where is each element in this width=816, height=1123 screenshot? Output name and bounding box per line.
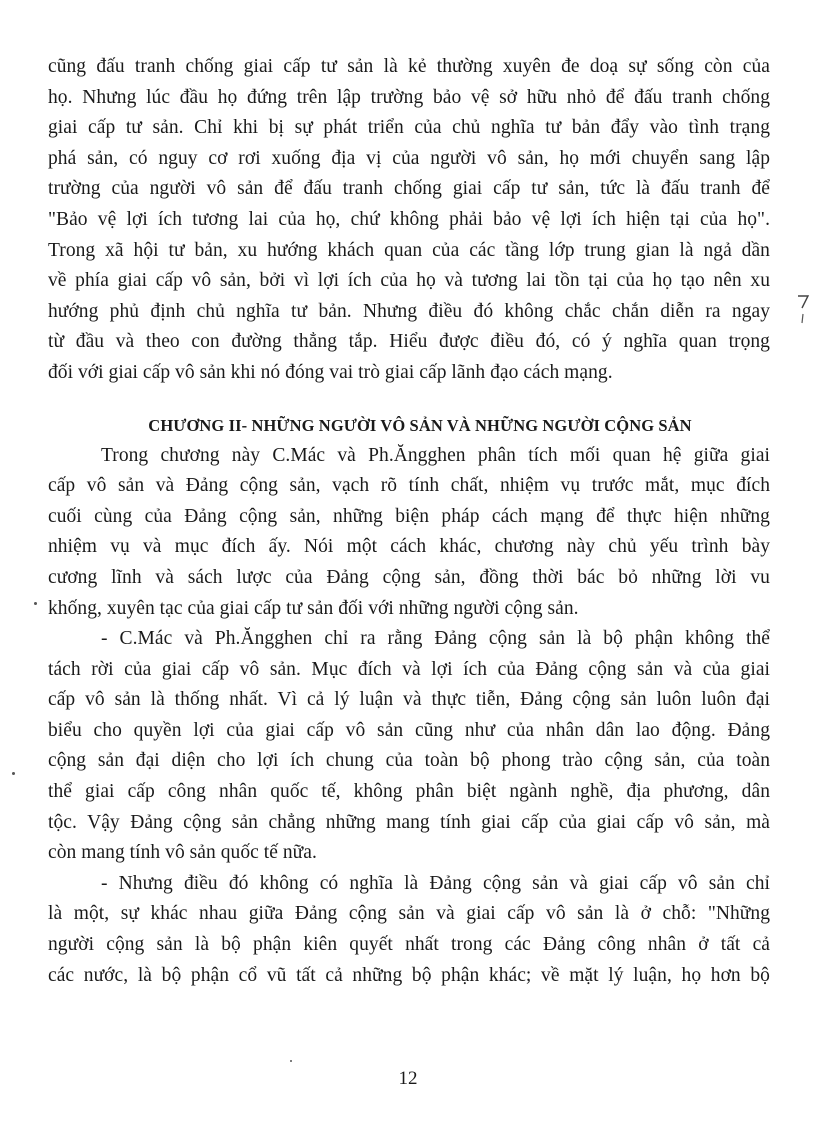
text-line: biểu cho quyền lợi của giai cấp vô sản cũng như của nhân dân lao động. Đảng bbox=[48, 719, 770, 741]
paragraph-party-inseparable bbox=[48, 624, 770, 869]
scan-speck bbox=[34, 602, 37, 605]
scan-speck bbox=[12, 772, 15, 775]
text-line: họ. Nhưng lúc đầu họ đứng trên lập trường bảo vệ sở hữu nhỏ để đấu tranh chống bbox=[48, 86, 770, 108]
text-line: thể giai cấp công nhân quốc tế, không phân biệt ngành nghề, địa phương, dân bbox=[48, 781, 770, 803]
text-line: cuối cùng của Đảng cộng sản, những biện pháp cách mạng để thực hiện những bbox=[48, 505, 770, 527]
text-line: tách rời của giai cấp vô sản. Mục đích và lợi ích của Đảng cộng sản và của giai bbox=[48, 658, 770, 680]
text-line: là một, sự khác nhau giữa Đảng cộng sản và giai cấp vô sản là ở chỗ: "Những bbox=[48, 903, 770, 925]
text-line: cũng đấu tranh chống giai cấp tư sản là kẻ thường xuyên đe doạ sự sống còn của bbox=[48, 56, 770, 77]
handwritten-mark-icon bbox=[796, 292, 812, 326]
paragraph-party-difference bbox=[48, 869, 770, 991]
document-page bbox=[48, 52, 770, 991]
text-line: khống, xuyên tạc của giai cấp tư sản đối với những người cộng sản. bbox=[48, 597, 579, 619]
text-line: trường của người vô sản để đấu tranh chống giai cấp tư sản, tức là đấu tranh để bbox=[48, 178, 770, 200]
text-line: đối với giai cấp vô sản khi nó đóng vai trò giai cấp lãnh đạo cách mạng. bbox=[48, 361, 613, 383]
paragraph-chapter-intro bbox=[48, 441, 770, 625]
text-line: cấp vô sản và Đảng cộng sản, vạch rõ tính chất, nhiệm vụ trước mắt, mục đích bbox=[48, 475, 770, 497]
text-line: Trong xã hội tư bản, xu hướng khách quan của các tầng lớp trung gian là ngả dần bbox=[48, 239, 770, 261]
text-line: giai cấp tư sản. Chỉ khi bị sự phát triển của chủ nghĩa tư bản đẩy vào tình trạng bbox=[48, 117, 770, 139]
text-line: - Nhưng điều đó không có nghĩa là Đảng cộng sản và giai cấp vô sản chỉ bbox=[101, 872, 770, 894]
paragraph-continuation bbox=[48, 52, 770, 389]
text-line: các nước, là bộ phận cổ vũ tất cả những bộ phận khác; về mặt lý luận, họ hơn bộ bbox=[48, 964, 770, 986]
text-line: cấp vô sản là thống nhất. Vì cả lý luận và thực tiễn, Đảng cộng sản luôn luôn đại bbox=[48, 689, 770, 711]
page-number: 12 bbox=[398, 1068, 418, 1089]
text-line: cương lĩnh và sách lược của Đảng cộng sản, đồng thời bác bỏ những lời vu bbox=[48, 566, 770, 588]
scan-speck bbox=[290, 1060, 292, 1062]
chapter-heading: CHƯƠNG II- NHỮNG NGƯỜI VÔ SẢN VÀ NHỮNG NGƯỜI CỘNG SẢN bbox=[148, 415, 692, 435]
text-line: - C.Mác và Ph.Ăngghen chỉ ra rằng Đảng cộng sản là bộ phận không thể bbox=[101, 628, 770, 650]
text-line: nhiệm vụ và mục đích ấy. Nói một cách khác, chương này chủ yếu trình bày bbox=[48, 536, 770, 558]
text-line: Trong chương này C.Mác và Ph.Ăngghen phân tích mối quan hệ giữa giai bbox=[101, 444, 770, 466]
text-line: "Bảo vệ lợi ích tương lai của họ, chứ không phải bảo vệ lợi ích hiện tại của họ". bbox=[48, 208, 770, 230]
text-line: còn mang tính vô sản quốc tế nữa. bbox=[48, 842, 317, 864]
margin-pencil-mark bbox=[796, 292, 812, 330]
text-line: về phía giai cấp vô sản, bởi vì lợi ích của họ và tương lai tồn tại của họ tạo nên xu bbox=[48, 270, 770, 292]
text-line: từ đầu và theo con đường thẳng tắp. Hiểu được điều đó, có ý nghĩa quan trọng bbox=[48, 331, 770, 353]
text-line: tộc. Vậy Đảng cộng sản chẳng những mang tính giai cấp của giai cấp vô sản, mà bbox=[48, 811, 770, 833]
text-line: người cộng sản là bộ phận kiên quyết nhất trong các Đảng công nhân ở tất cả bbox=[48, 934, 770, 956]
text-line: cộng sản đại diện cho lợi ích chung của toàn bộ phong trào cộng sản, của toàn bbox=[48, 750, 770, 772]
text-line: phá sản, có nguy cơ rơi xuống địa vị của người vô sản, họ mới chuyển sang lập bbox=[48, 147, 770, 169]
text-line: hướng phủ định chủ nghĩa tư bản. Nhưng điều đó không chắc chắn diễn ra ngay bbox=[48, 300, 770, 322]
